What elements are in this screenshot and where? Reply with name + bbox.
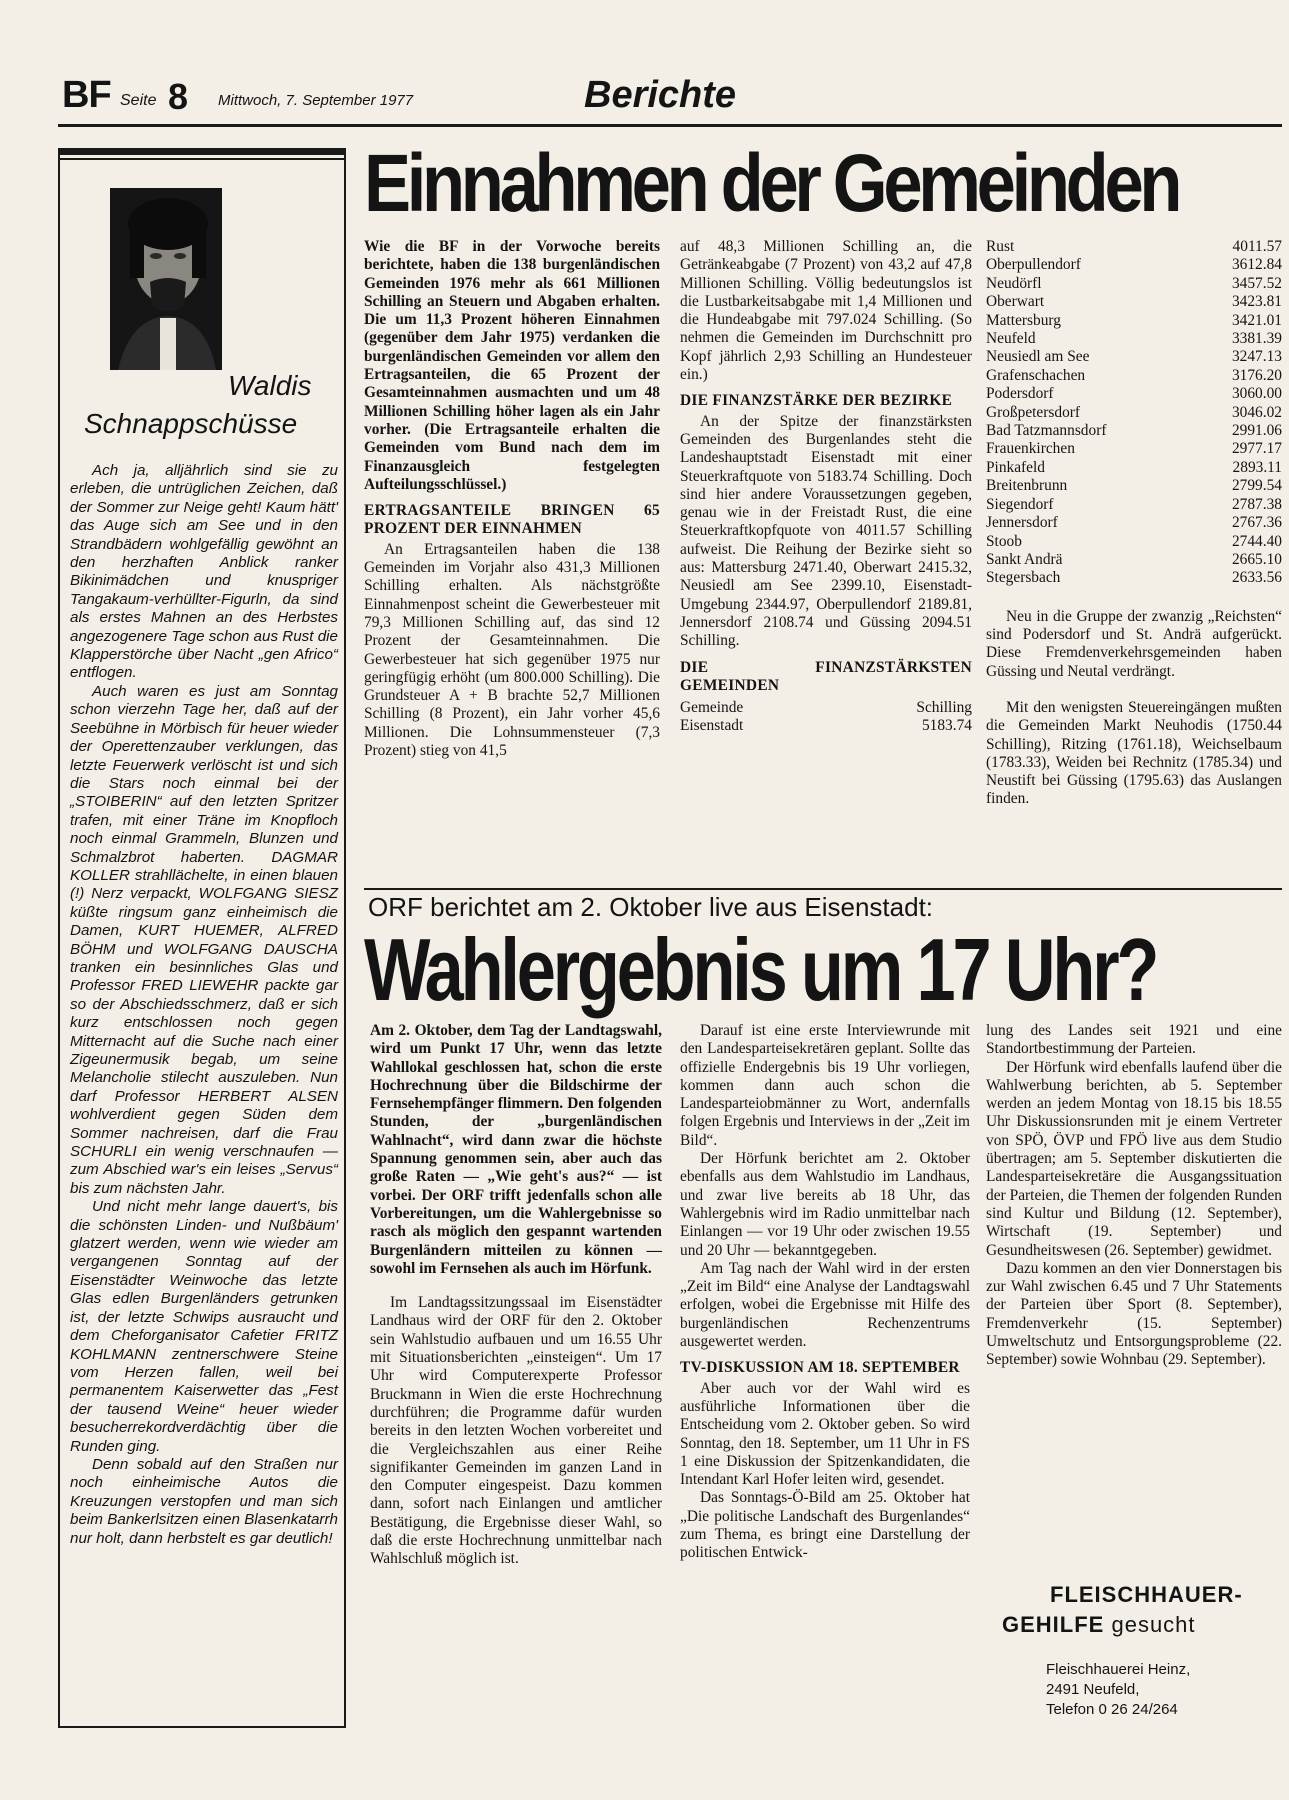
article2-headline: Wahlergebnis um 17 Uhr? — [364, 920, 1157, 1019]
ranking-row — [986, 477, 1282, 495]
ranking-municipality: Stegersbach — [986, 569, 1061, 587]
column-paragraph: Und nicht mehr lange dauert's, bis die schönsten Linden- und Nußbäum' glatzert werden, wenn wie wieder am vergangenen Sonntag auf der Eisenstädter Weinwoche das letzte Glas edlen Burgenländers getrunken ist, der letzte Schwips ausraucht und dem Cheforganisator Cafetier FRITZ KOHLMANN zentnerschwere Steine vom Herzen fallen, weil bei permanentem Kaiserwetter das „Fest der tausend Weine“ heuer wieder besucherrekordverdächtig über die Runden ging. — [70, 1198, 338, 1455]
ranking-municipality: Stoob — [986, 532, 1022, 550]
ranking-value: 3457.52 — [1231, 274, 1282, 292]
article1-lead: Wie die BF in der Vorwoche bereits berichtete, haben die 138 burgenländischen Gemeinden 1976 mehr als 661 Millionen Schilling an Steuern und Abgaben erhalten. Die um 11,3 Prozent höheren Einnahmen (gegenüber dem Jahr 1975) verdanken die burgenländischen Gemeinden vor allem den Ertragsanteilen, die 65 Prozent der Gesamteinnahmen ausmachten und um 48 Millionen Schilling höher lagen als ein Jahr vorher. (Die Ertragsanteile erhalten die Gemeinden vom Bund nach dem im Finanzausgleich festgelegten Aufteilungsschlüssel.) — [364, 238, 660, 493]
ranking-row — [986, 422, 1282, 440]
ranking-municipality: Bad Tatzmannsdorf — [986, 422, 1107, 440]
ad-headline-line2 — [1002, 1612, 1196, 1638]
ranking-value: 3612.84 — [1231, 256, 1282, 274]
ranking-row — [986, 569, 1282, 587]
ranking-value: 3060.00 — [1231, 385, 1282, 403]
ranking-municipality: Neufeld — [986, 330, 1036, 348]
ranking-value: 2665.10 — [1231, 550, 1282, 568]
article2-kicker: ORF berichtet am 2. Oktober live aus Eisenstadt: — [368, 892, 934, 922]
article1-paragraph: An Ertragsanteilen haben die 138 Gemeinden im Vorjahr also 431,3 Millionen Schilling erhalten. Als nächstgrößte Einnahmenpost scheint die Gewerbesteuer mit 79,3 Millionen Schilling auf, das sind 12 Prozent der Gesamteinnahmen. Die Gewerbesteuer hat sich gegenüber 1975 nur geringfügig erhöht (um 800.000 Schilling). Die Grundsteuer A + B brachte 52,7 Millionen Schilling (8 Prozent), ein Jahr vorher 45,6 Millionen. Die Lohnsummensteuer (7,3 Prozent) stieg von 41,5 — [364, 540, 660, 760]
table-row — [680, 717, 972, 735]
issue-date: Mittwoch, 7. September 1977 — [218, 92, 414, 109]
ranking-value: 2991.06 — [1231, 422, 1282, 440]
ranking-value: 2977.17 — [1231, 440, 1282, 458]
ranking-municipality: Podersdorf — [986, 385, 1054, 403]
ranking-municipality: Neudörfl — [986, 274, 1042, 292]
ranking-row — [986, 238, 1282, 256]
section-title: Berichte — [584, 74, 737, 116]
page-label: Seite — [120, 92, 157, 109]
article2-column-1 — [370, 1022, 662, 1569]
ranking-value: 3381.39 — [1231, 330, 1282, 348]
ad-wanted-label: gesucht — [1111, 1612, 1196, 1637]
ad-phone: Telefon 0 26 24/264 — [1046, 1701, 1178, 1718]
ranking-row — [986, 256, 1282, 274]
article2-subhead: TV-DISKUSSION AM 18. SEPTEMBER — [680, 1359, 960, 1377]
article2-paragraph: Im Landtagssitzungssaal im Eisenstädter Landhaus wird der ORF für den 2. Oktober sein Wahlstudio aufbauen und um 16.55 Uhr mit Situationsberichten „einsteigen“. Um 17 Uhr wird Computerexperte Professor Bruckmann in Wien die erste Hochrechnung durchführen; die Programme dafür wurden bereits in den letzten Wochen vorbereitet und die Vergleichszahlen aus einer Reihe signifikanter Gemeinden im ganzen Land in den Computer eingespeist. Dazu kommen dann, sofort nach Einlangen und amtlicher Bestätigung, die Ergebnisse dieser Wahl, so daß die erste Hochrechnung unmittelbar nach Wahlschluß möglich ist. — [370, 1294, 662, 1568]
brand-logo: BF — [62, 74, 111, 116]
ranking-row — [986, 514, 1282, 532]
page-number: 8 — [168, 76, 189, 117]
article2-paragraph: Am Tag nach der Wahl wird in der ersten „Zeit im Bild“ eine Analyse der Landtagswahl erfolgen, wobei die Ergebnisse mit Hilfe des burgenländischen Rechenzentrums ausgewertet werden. — [680, 1259, 970, 1351]
ranking-value: 2799.54 — [1231, 477, 1282, 495]
ranking-row — [986, 533, 1282, 551]
ranking-value: 3046.02 — [1231, 403, 1282, 421]
ranking-value: 3421.01 — [1231, 311, 1282, 329]
article2-lead: Am 2. Oktober, dem Tag der Landtagswahl, wird um Punkt 17 Uhr, wenn das letzte Wahllokal geschlossen hat, schon die erste Hochrechnung über die Bildschirme der Fernsehempfänger flimmern. Den folgenden Stunden, der „burgenländischen Wahlnacht“, wird dann zwar die höchste Spannung genommen sein, aber auch das große Raten — „Wie geht's aus?“ — ist vorbei. Der ORF trifft jedenfalls schon alle Vorbereitungen, um die Wahlergebnisse so rasch als möglich den gespannt wartenden Burgenländern mitteilen zu können — sowohl im Fernsehen als auch im Hörfunk. — [370, 1022, 662, 1277]
header-rule — [58, 124, 1282, 127]
article1-paragraph: auf 48,3 Millionen Schilling an, die Getränkeabgabe (7 Prozent) von 43,2 auf 47,8 Millionen Schilling. Völlig bedeutungslos ist die Lustbarkeitsabgabe mit 1,4 Millionen und die Hundeabgabe mit 797.024 Schilling. (So nehmen die Gemeinden im Durchschnitt pro Kopf jährlich 2,93 Schilling an Hundesteuer ein.) — [680, 238, 972, 384]
article2-paragraph: Dazu kommen an den vier Donnerstagen bis zur Wahl zwischen 6.45 und 7 Uhr Statements der Parteien über Sport (8. September), Fremdenverkehr (15. September) Umweltschutz und Entsorgungsprobleme (22. September) sowie Wohnbau (29. September). — [986, 1259, 1282, 1369]
ranking-municipality: Pinkafeld — [986, 458, 1045, 476]
table-cell-name: Eisenstadt — [680, 717, 744, 735]
article2-paragraph: Aber auch vor der Wahl wird es ausführliche Informationen über die Entscheidung vom 2. Oktober geben. So wird Sonntag, den 18. September, um 11 Uhr in FS 1 eine Diskussion der Spitzenkandidaten, die Intendant Karl Hofer leiten wird, gesendet. — [680, 1379, 970, 1489]
ad-company: Fleischhauerei Heinz, — [1046, 1661, 1191, 1678]
ranking-municipality: Mattersburg — [986, 311, 1061, 329]
column-paragraph: Denn sobald auf den Straßen nur noch einheimische Autos die Kreuzungen verstopfen und man sich beim Bankerlsitzen einen Blasenkatarrh nur holt, dann herbstelt es gar deutlich! — [70, 1455, 338, 1547]
ad-address — [1046, 1660, 1190, 1720]
article1-column-1 — [364, 238, 660, 760]
table-header-row — [680, 699, 972, 717]
article2-paragraph: Das Sonntags-Ö-Bild am 25. Oktober hat „Die politische Landschaft des Burgenlandes“ zum Thema, es bringt eine Darstellung der politischen Entwick- — [680, 1489, 970, 1562]
ranking-value: 3247.13 — [1231, 348, 1282, 366]
ranking-municipality: Sankt Andrä — [986, 550, 1063, 568]
column-text — [70, 462, 338, 1548]
job-ad — [990, 1568, 1282, 1726]
top-municipality-table — [680, 699, 972, 736]
ranking-row — [986, 293, 1282, 311]
column-title-line2: Schnappschüsse — [84, 408, 298, 439]
ranking-row — [986, 404, 1282, 422]
ranking-row — [986, 385, 1282, 403]
ranking-municipality: Oberwart — [986, 293, 1045, 311]
column-title-line1: Waldis — [228, 370, 312, 401]
article1-headline: Einnahmen der Gemeinden — [364, 138, 1179, 229]
ranking-row — [986, 275, 1282, 293]
ranking-municipality: Frauenkirchen — [986, 440, 1075, 458]
ranking-row — [986, 367, 1282, 385]
ranking-row — [986, 330, 1282, 348]
ranking-municipality: Neusiedl am See — [986, 348, 1090, 366]
ranking-municipality: Siegendorf — [986, 495, 1054, 513]
ranking-row — [986, 496, 1282, 514]
ranking-value: 4011.57 — [1232, 238, 1282, 255]
column-paragraph: Ach ja, alljährlich sind sie zu erleben, die untrüglichen Zeichen, daß der Sommer zur Neige geht! Kaum hätt' das Auge sich am See und in den Strandbädern wohlgefällig gewöhnt an den herzhaften Anblick ranker Bikinimädchen und knuspriger Tangakaum-verhüllter-Figurln, da sind als erstes Mahnen an des Herbstes angezogenere Tage schon aus Rust die Klapperstörche über Nacht „gen Africo“ entflogen. — [70, 462, 338, 682]
article1-subhead-1: ERTRAGSANTEILE BRINGEN 65 PROZENT DER EINNAHMEN — [364, 502, 660, 538]
ranking-value: 2767.36 — [1231, 514, 1282, 532]
article2-paragraph: Darauf ist eine erste Interviewrunde mit den Landesparteisekretären geplant. Sollte das offizielle Endergebnis bis 19 Uhr vorliegen, kommen dann auch schon die Landesparteiobmänner zu Wort, andernfalls folgen Ergebnis und Interviews in der „Zeit im Bild“. — [680, 1022, 970, 1149]
article2-paragraph: Der Hörfunk berichtet am 2. Oktober ebenfalls aus dem Wahlstudio im Landhaus, und zwar live bereits ab 18 Uhr, das Wahlergebnis wird im Radio unmittelbar nach Einlangen — vor 19 Uhr oder zwischen 19.55 und 20 Uhr — bekanntgegeben. — [680, 1150, 970, 1259]
ranking-row — [986, 348, 1282, 366]
ranking-row — [986, 459, 1282, 477]
author-portrait — [110, 188, 222, 370]
ad-town: 2491 Neufeld, — [1046, 1681, 1140, 1698]
ranking-value: 2787.38 — [1231, 495, 1282, 513]
article2-paragraph: lung des Landes seit 1921 und eine Standortbestimmung der Parteien. — [986, 1022, 1282, 1058]
article1-subhead-3: DIE FINANZSTÄRKSTEN GEMEINDEN — [680, 658, 972, 694]
ad-job-title: GEHILFE — [1002, 1612, 1105, 1637]
ranking-table — [986, 238, 1282, 588]
article2-column-2 — [680, 1022, 970, 1563]
ranking-municipality: Grafenschachen — [986, 366, 1086, 384]
article2-paragraph: Der Hörfunk wird ebenfalls laufend über die Wahlwerbung berichten, ab 5. September werden an jedem Montag von 18.15 bis 18.55 Uhr Diskussionsrunden mit je einem Vertreter von SPÖ, ÖVP und FPÖ live aus dem Studio übertragen; am 5. September diskutierten die Landesparteisekretäre die Ausgangssituation der Parteien, die Themen der folgenden Runden sind Kultur und Bildung (12. September), Wirtschaft (19. September) und Gesundheitswesen (26. September) gewidmet. — [986, 1058, 1282, 1259]
column-paragraph: Auch waren es just am Sonntag schon vierzehn Tage her, daß auf der Seebühne in Mörbisch für heuer wieder der Operettenzauber verklungen, das letzte Feuerwerk verlöscht ist und sich die Stars noch einmal bei der „STOIBERIN“ auf den letzten Spritzer trafen, mit einer Träne im Knopfloch noch einmal Grammeln, Blunzen und Schmalzbrot haberten. DAGMAR KOLLER strahllächelte, in einen blauen (!) Nerz verpackt, WOLFGANG SIESZ küßte ringsum ganz einheimisch die Damen, KURT HUEMER, ALFRED BÖHM und WOLFGANG DAUSCHA tranken ein besinnliches Glas und Professor FRED LIEWEHR packte gar so der Abschiedsschmerz, daß er sich kurz entschlossen noch gegen Mitternacht auf die Suche nach einer Zigeunermusik begab, um seine Melancholie stilecht auszuleben. Nun darf Professor HERBERT ALSEN wohlverdient gegen Süden dem Sommer nachreisen, darf die Frau SCHURLI ein wenig verschnaufen — zum Abschied war's ein leises „Servus“ bis zum nächsten Jahr. — [70, 682, 338, 1197]
ranking-value: 3423.81 — [1231, 293, 1282, 311]
article1-paragraph: Mit den wenigsten Steuereingängen mußten die Gemeinden Markt Neuhodis (1750.44 Schilling), Ritzing (1761.18), Weichselbaum (1783.33), Weiden bei Rechnitz (1785.34) und Neustift bei Güssing (1795.63) das Auslangen finden. — [986, 698, 1282, 808]
ranking-municipality: Oberpullendorf — [986, 256, 1081, 274]
ranking-value: 2744.40 — [1231, 532, 1282, 550]
article1-paragraph: Neu in die Gruppe der zwanzig „Reichsten“ sind Podersdorf und St. Andrä aufgerückt. Diese Fremdenverkehrsgemeinden haben Güssing und Neutal verdrängt. — [986, 607, 1282, 680]
article1-subhead-2: DIE FINANZSTÄRKE DER BEZIRKE — [680, 392, 953, 410]
article2-column-3 — [986, 1022, 1282, 1370]
ranking-municipality: Großpetersdorf — [986, 403, 1081, 421]
table-header-cell: Gemeinde — [680, 699, 744, 717]
article1-column-2 — [680, 238, 972, 736]
page-header — [62, 74, 1282, 124]
ranking-municipality: Breitenbrunn — [986, 477, 1068, 495]
ad-headline-line1: FLEISCHHAUER- — [1050, 1582, 1243, 1607]
ranking-row — [986, 551, 1282, 569]
table-header-cell: Schilling — [916, 699, 972, 717]
ranking-value: 3176.20 — [1231, 366, 1282, 384]
article1-column-3 — [986, 238, 1282, 809]
ranking-municipality: Jennersdorf — [986, 514, 1058, 532]
portrait-photo — [110, 188, 222, 370]
table-cell-value: 5183.74 — [921, 717, 972, 735]
ranking-value: 2893.11 — [1232, 458, 1282, 476]
ranking-row — [986, 440, 1282, 458]
article2-top-rule — [364, 888, 1282, 890]
article1-paragraph: An der Spitze der finanzstärksten Gemeinden des Burgenlandes steht die Landeshauptstadt Eisenstadt mit einer Steuerkraftquote von 5183.74 Schilling. Doch sind hier andere Voraussetzungen gegeben, genau wie in der Freistadt Rust, die eine Steuerkraftkopfquote von 4011.57 Schilling aufweist. Die Reihung der Bezirke sieht so aus: Mattersburg 2471.40, Oberwart 2415.32, Neusiedl am See 2399.10, Eisenstadt-Umgebung 2344.97, Oberpullendorf 2189.81, Jennersdorf 2108.74 und Güssing 2094.51 Schilling. — [680, 412, 972, 650]
ranking-value: 2633.56 — [1231, 569, 1282, 587]
ranking-row — [986, 312, 1282, 330]
ranking-municipality: Rust — [986, 238, 1015, 255]
